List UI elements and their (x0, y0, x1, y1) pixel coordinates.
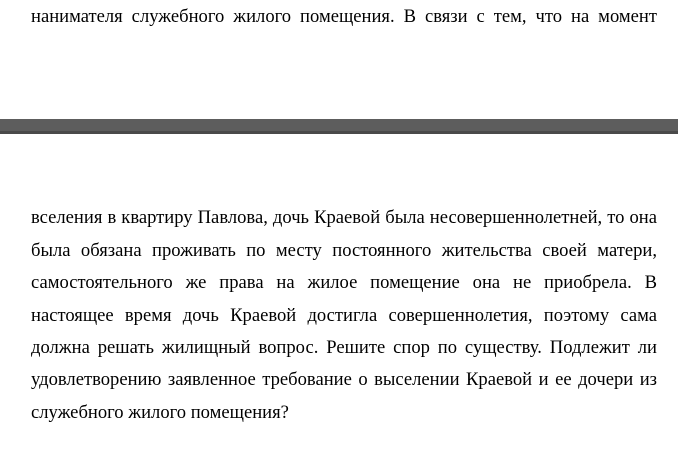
text-line: вселения в квартиру Павлова, дочь Краевой была несовершеннолетней, то она (31, 207, 657, 228)
page-bottom-section (0, 134, 678, 460)
text-line: самостоятельного же права на жилое помещение она не приобрела. В (31, 272, 657, 293)
text-line: удовлетворению заявленное требование о выселении Краевой и ее дочери из (31, 369, 657, 390)
text-line: нанимателя служебного жилого помещения. В связи с тем, что на момент (31, 6, 657, 27)
page-top-section (0, 0, 678, 119)
text-line: была обязана проживать по месту постоянного жительства своей матери, (31, 240, 657, 261)
page-break-divider (0, 119, 678, 134)
text-line: настоящее время дочь Краевой достигла совершеннолетия, поэтому сама (31, 305, 657, 326)
text-line: служебного жилого помещения? (31, 402, 289, 423)
text-line: должна решать жилищный вопрос. Решите спор по существу. Подлежит ли (31, 337, 657, 358)
